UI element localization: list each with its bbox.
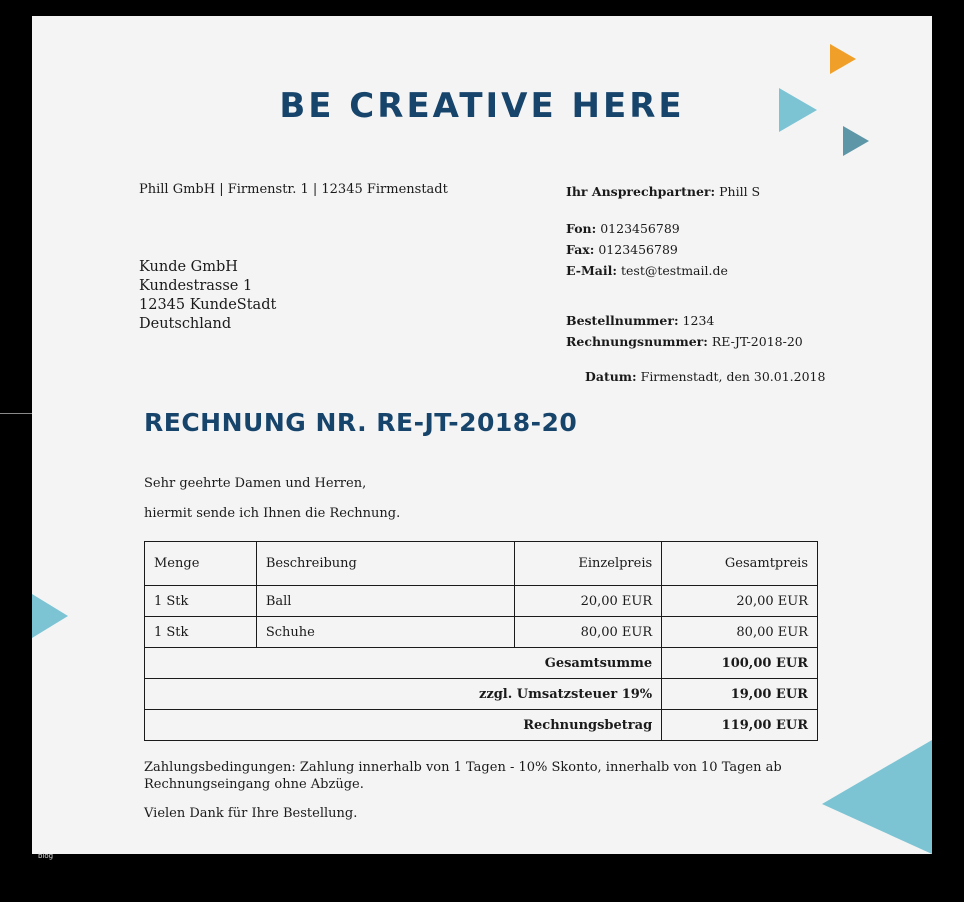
phone-value: 0123456789 <box>600 221 680 236</box>
email-label: E-Mail: <box>566 263 617 278</box>
phone-label: Fon: <box>566 221 597 236</box>
description-cell: Ball <box>256 586 515 617</box>
recipient-address <box>139 258 276 334</box>
bottom-right-triangle-icon <box>822 740 932 854</box>
tax-row <box>145 679 818 710</box>
quantity-cell: 1 Stk <box>145 586 257 617</box>
header-cell: Gesamtpreis <box>662 542 818 586</box>
quantity-cell: 1 Stk <box>145 617 257 648</box>
sender-line: Phill GmbH | Firmenstr. 1 | 12345 Firmenstadt <box>139 182 448 197</box>
thanks-text: Vielen Dank für Ihre Bestellung. <box>144 806 358 821</box>
date-value: Firmenstadt, den 30.01.2018 <box>640 369 826 384</box>
order-label: Bestellnummer: <box>566 313 679 328</box>
unit-price-cell: 20,00 EUR <box>515 586 662 617</box>
left-divider <box>0 413 32 414</box>
corner-label: blog <box>38 852 54 860</box>
date-label: Datum: <box>585 369 637 384</box>
subtotal-row <box>145 648 818 679</box>
fax-value: 0123456789 <box>598 242 678 257</box>
tax-label: zzgl. Umsatzsteuer 19% <box>145 679 662 710</box>
header-cell: Einzelpreis <box>515 542 662 586</box>
unit-price-cell: 80,00 EUR <box>515 617 662 648</box>
recipient-line: Kundestrasse 1 <box>139 278 253 294</box>
description-cell: Schuhe <box>256 617 515 648</box>
orange-triangle-icon <box>830 44 858 76</box>
grand-total-value: 119,00 EUR <box>662 710 818 741</box>
grand-total-row <box>145 710 818 741</box>
partner-value: Phill S <box>719 184 761 199</box>
invoice-title: RECHNUNG NR. RE-JT-2018-20 <box>144 408 578 437</box>
tax-value: 19,00 EUR <box>662 679 818 710</box>
contact-partner <box>566 184 760 199</box>
invoice-page <box>32 16 932 854</box>
contact-email <box>566 263 728 278</box>
recipient-line: 12345 KundeStadt <box>139 297 277 313</box>
left-triangle-icon <box>32 594 70 640</box>
header-cell: Menge <box>145 542 257 586</box>
table-row <box>145 586 818 617</box>
greeting: Sehr geehrte Damen und Herren, <box>144 476 367 491</box>
order-value: 1234 <box>682 313 715 328</box>
payment-terms: Zahlungsbedingungen: Zahlung innerhalb von 1 Tagen - 10% Skonto, innerhalb von 10 Tagen ab Rechnungseingang ohne Abzüge. <box>144 760 782 792</box>
headline: BE CREATIVE HERE <box>279 86 685 126</box>
total-price-cell: 80,00 EUR <box>662 617 818 648</box>
invoice-label: Rechnungsnummer: <box>566 334 708 349</box>
subtotal-label: Gesamtsumme <box>145 648 662 679</box>
header-cell: Beschreibung <box>256 542 515 586</box>
invoice-value: RE-JT-2018-20 <box>711 334 803 349</box>
fax-label: Fax: <box>566 242 595 257</box>
recipient-line: Deutschland <box>139 316 232 332</box>
order-number <box>566 313 714 328</box>
partner-label: Ihr Ansprechpartner: <box>566 184 716 199</box>
table-row <box>145 617 818 648</box>
grand-total-label: Rechnungsbetrag <box>145 710 662 741</box>
contact-fax <box>566 242 678 257</box>
invoice-table <box>144 541 818 741</box>
contact-phone <box>566 221 680 236</box>
email-value: test@testmail.de <box>620 263 728 278</box>
total-price-cell: 20,00 EUR <box>662 586 818 617</box>
intro-text: hiermit sende ich Ihnen die Rechnung. <box>144 506 401 521</box>
recipient-line: Kunde GmbH <box>139 259 238 275</box>
invoice-date <box>585 369 825 384</box>
subtotal-value: 100,00 EUR <box>662 648 818 679</box>
table-header-row <box>145 542 818 586</box>
invoice-number <box>566 334 803 349</box>
teal-triangle-icon <box>843 126 871 158</box>
